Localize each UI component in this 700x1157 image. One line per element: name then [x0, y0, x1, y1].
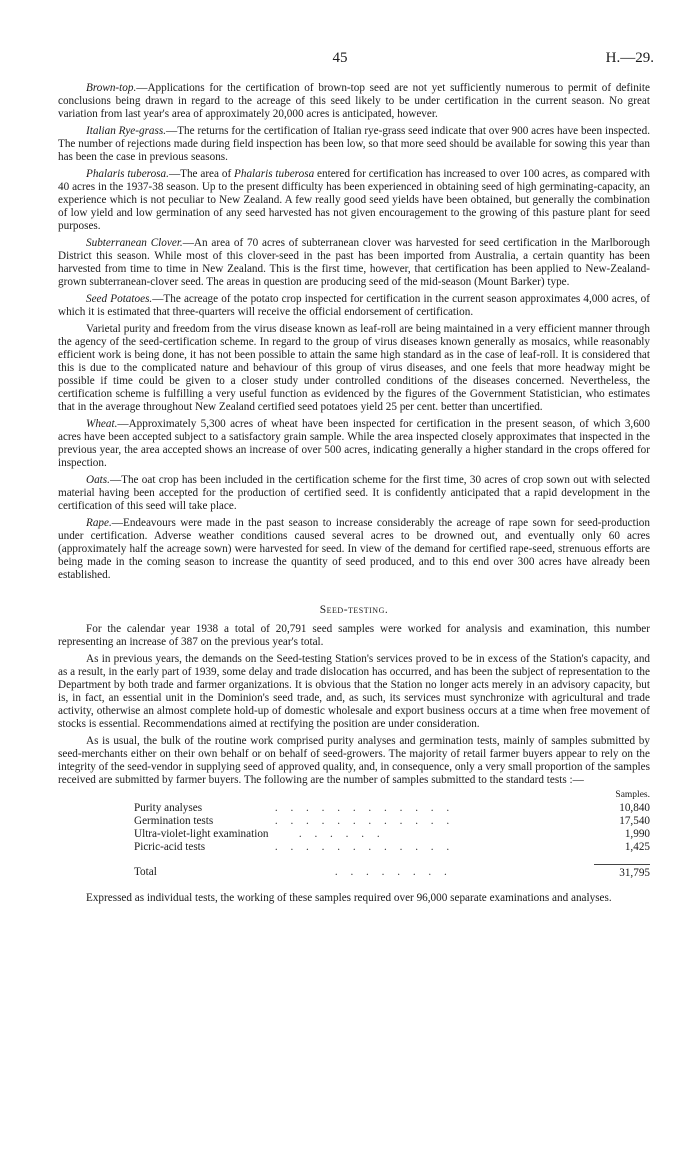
total-label: Total: [134, 865, 157, 878]
total-rule: [594, 864, 650, 865]
total-value-text: 31,795: [619, 867, 650, 879]
table-row: [134, 828, 650, 841]
section-heading-seed-testing: [58, 604, 650, 617]
row-value: 10,840: [619, 802, 650, 814]
table-header-row: [134, 789, 650, 802]
paragraph-calendar-year: For the calendar year 1938 a total of 20,791 seed samples were worked for analysis and examination, this number representing an increase of 387 on the previous year's total.: [58, 623, 650, 648]
page-header: [0, 50, 700, 70]
samples-table: [134, 789, 650, 880]
paragraph-title: Seed Potatoes.: [86, 293, 153, 305]
row-label: Picric-acid tests: [134, 841, 206, 853]
paragraph-brown-top: [58, 82, 650, 121]
paragraph-routine-work: As is usual, the bulk of the routine work comprised purity analyses and germination tests, mainly of samples submitted by seed-merchants either on their own behalf or on behalf of seed-growers. The majority of retail farmer buyers appear to rely on the integrity of the seed-vendor in supplying seed of approved quality, and, in consequence, only a very small proportion of the samples received are submitted by farmer buyers. The following are the number of samples submitted to the standard tests :—: [58, 735, 650, 786]
row-value: 1,425: [624, 841, 650, 853]
paragraph-seed-potatoes: [58, 293, 650, 319]
paragraph-text: —Approximately 5,300 acres of wheat have been inspected for certification in the present season, of which 3,600 acres have been accepted subject to a satisfactory grain sample. While the area inspected closely approximates that inspected in the previous year, the area accepted shows an increase of over 500 acres, indicating generally a higher standard in the crops offered for inspection.: [58, 418, 650, 469]
row-value: 17,540: [619, 815, 650, 827]
page-body: [58, 82, 650, 909]
paragraph-phalaris: [58, 168, 650, 233]
paragraph-title: Wheat.: [86, 418, 118, 430]
paragraph-subterranean-clover: [58, 237, 650, 289]
paragraph-individual-tests: Expressed as individual tests, the working of these samples required over 96,000 separate examinations and analyses.: [86, 892, 612, 904]
leader-dots: . . . . . . . . . . . .: [274, 802, 455, 814]
row-label: Germination tests: [134, 815, 214, 827]
paragraph-title: Rape.: [86, 517, 112, 529]
paragraph-title: Phalaris tuberosa.: [86, 168, 169, 180]
paragraph-title: Oats.: [86, 474, 110, 486]
paragraph-oats: [58, 474, 650, 513]
paragraph-text: —The oat crop has been included in the certification scheme for the first time, 30 acres of crop sown out with selected material having been accepted for the production of certified seed. It is confidently anticipated that a rapid development in the certification of this seed will take place.: [58, 474, 650, 512]
paragraph-text: —The returns for the certification of Italian rye-grass seed indicate that over 900 acres have been inspected. The number of rejections made during field inspection has been low, so that more seed should be available for sowing this year than has been the case in previous seasons.: [58, 125, 651, 163]
paragraph-text: —The acreage of the potato crop inspected for certification in the current season approximates 4,000 acres, of which it is estimated that three-quarters will receive the official endorsement of certification.: [58, 293, 650, 318]
table-total-row: [134, 854, 650, 880]
paragraph-text: entered for certification has increased to over 100 acres, as compared with 40 acres in the 1937-38 season. Up to the present difficulty has been experienced in obtaining seed of high germinating-capacity, an experience which is not peculiar to New Zealand. A few really good seed yields have been obtained, but generally the combination of low yield and low germination of any seed harvested has not given encouragement to the growing of this pasture plant for seed purposes.: [58, 168, 651, 232]
row-value: 1,990: [624, 828, 650, 840]
leader-dots: . . . . . .: [298, 828, 385, 840]
page-number: 45: [332, 50, 348, 66]
leader-dots: . . . . . . . . . . . .: [274, 815, 455, 827]
paragraph-text: —The area of: [168, 168, 235, 180]
document-reference: H.—29.: [605, 50, 654, 66]
paragraph-station-capacity: As in previous years, the demands on the Seed-testing Station's services proved to be in excess of the Station's capacity, and as a result, in the early part of 1939, some delay and trade dislocation has occurred, and has been the subject of representation to the Department by both trade and farmer organizations. It is obvious that the Station no longer acts merely in an advisory capacity, but is, in fact, an essential unit in the Dominion's seed trade, and, as such, its services must synchronize with agricultural and trade activity, otherwise an almost complete hold-up of domestic wholesale and export business occurs at a time when free movement of stocks is essential. Recommendations aimed at rectifying the position are under consideration.: [58, 653, 650, 730]
row-label: Purity analyses: [134, 802, 203, 814]
paragraph-title: Italian Rye-grass.: [86, 125, 167, 137]
row-label: Ultra-violet-light examination: [134, 828, 269, 840]
paragraph-rape: [58, 517, 650, 582]
table-row: [134, 802, 650, 815]
paragraph-varietal-purity: Varietal purity and freedom from the virus disease known as leaf-roll are being maintained in a very efficient manner through the agency of the seed-certification scheme. In regard to the group of virus diseases known generally as mosaics, while reasonably efficient work is being done, it has not been possible to attain the same high standard as in the case of leaf-roll. It is considered that this is due to the complicated nature and behaviour of this group of virus diseases, and one feels that more headway might be possible if time could be given to a closer study under controlled conditions of the diseases concerned. Nevertheless, the certification scheme is fulfilling a very useful function as evidenced by the figures of the Government Statistician, who estimates that in the average throughout New Zealand certified seed potatoes yield 25 per cent. better than uncertified.: [58, 323, 650, 413]
table-row: [134, 815, 650, 828]
paragraph-text: —Applications for the certification of brown-top seed are not yet sufficiently numerous to permit of definite conclusions being drawn in regard to the acreage of this seed likely to be under certification in the current season. No great variation from last year's area of approximately 20,000 acres is anticipated, however.: [58, 82, 650, 120]
paragraph-italian-rye-grass: [58, 125, 650, 164]
paragraph-wheat: [58, 418, 650, 470]
paragraph-title: Brown-top.: [86, 82, 137, 94]
column-header-samples: Samples.: [615, 790, 650, 800]
species-name: Phalaris tuberosa: [234, 168, 315, 180]
paragraph-text: —Endeavours were made in the past season to increase considerably the acreage of rape sown for seed-production under certification. Adverse weather conditions caused several acres to be drowned out, and eventually only 60 acres (approximately half the acreage sown) were harvested for seed. In view of the demand for certified rape-seed, strenuous efforts are being made in the coming season to increase the quantity of seed produced, and to this end over 300 acres have already been established.: [58, 517, 650, 581]
total-value: [594, 854, 650, 880]
leader-dots: . . . . . . . . . . . .: [274, 841, 455, 853]
table-row: [134, 841, 650, 854]
paragraph-title: Subterranean Clover.: [86, 237, 183, 249]
section-heading-text: Seed-testing.: [319, 604, 389, 616]
paragraph-text: —An area of 70 acres of subterranean clover was harvested for seed certification in the Marlborough District this season. While most of this clover-seed in the past has been imported from Australia, a certain quantity has been harvested from time to time in New Zealand. This is the first time, however, that certification has been applied to New-Zealand-grown subterranean-clover seed. The areas in question are producing seed of the mid-season (Mount Barker) type.: [58, 237, 650, 288]
leader-dots: . . . . . . . .: [334, 865, 452, 878]
